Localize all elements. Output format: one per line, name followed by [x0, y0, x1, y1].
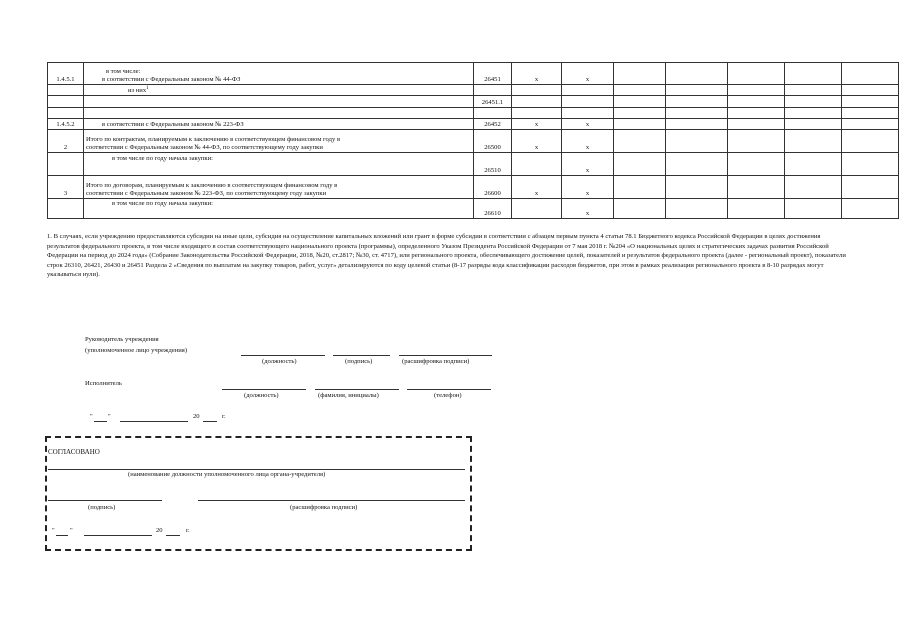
table-row — [48, 108, 899, 119]
empty-cell — [728, 153, 785, 176]
executor-fio-line[interactable] — [315, 389, 399, 390]
empty-cell — [666, 63, 728, 85]
empty-cell — [666, 85, 728, 96]
empty-cell — [785, 119, 842, 130]
approval-decode-line[interactable] — [198, 500, 465, 501]
row-label — [84, 96, 474, 108]
empty-cell — [842, 63, 899, 85]
head-sublabel: (уполномоченное лицо учреждения) — [85, 347, 188, 354]
cell-x: x — [512, 130, 562, 153]
official-caption: (наименование должности уполномоченного лица органа-учредителя) — [128, 471, 326, 478]
executor-position-caption: (должность) — [244, 392, 279, 399]
empty-cell — [666, 176, 728, 199]
empty-cell — [785, 108, 842, 119]
executor-phone-line[interactable] — [407, 389, 491, 390]
row-label-line: соответствии с Федеральным законом № 44-ФЗ, по соответствующему году закупки — [86, 144, 323, 152]
empty-cell — [614, 96, 666, 108]
row-code — [474, 85, 512, 96]
empty-cell — [785, 63, 842, 85]
data-table — [47, 62, 899, 219]
empty-cell — [666, 199, 728, 219]
row-label-line: в том числе: — [106, 68, 141, 75]
empty-cell — [614, 176, 666, 199]
footnote: 1. В случаях, если учреждению предоставляются субсидии на иные цели, субсидия на осуществление капитальных вложений или грант в форме субсидии в соответствии с абзацем первым пункта 4 статьи 78.1 Бюджетного кодекса Российской Федерации в целях достижения результатов федерального проекта, в том числе входящего в состав соответствующего национального проекта (программы), определенного Указом Президента Российской Федерации от 7 мая 2018 г. №204 «О национальных целях и стратегических задачах развития Российской Федерации на период до 2024 года» (Собрание Законодательства Российской Федерации, 2018, №20, ст.2817; №30, ст. 4717), или регионального проекта, обеспечивающего достижение целей, показателей и результатов федерального проекта (далее - региональный проект), показатели строк 26310, 26421, 26430 и 26451 Раздела 2 «Сведения по выплатам на закупку товаров, работ, услуг» детализируются по коду целевой статьи (8-17 разряды кода классификации расходов бюджетов, при этом в рамках реализации регионального проекта в 8-10 разрядах могут указываться нули). — [47, 233, 846, 278]
empty-cell — [785, 130, 842, 153]
approval-date-quote-close: " — [70, 527, 73, 534]
empty-cell — [728, 63, 785, 85]
empty-cell — [728, 199, 785, 219]
row-code: 26610 — [474, 199, 512, 219]
row-code: 26451 — [474, 63, 512, 85]
empty-cell — [728, 176, 785, 199]
row-label: в соответствии с Федеральным законом № 223-ФЗ — [84, 119, 474, 130]
row-code: 26451.1 — [474, 96, 512, 108]
table-row — [48, 130, 899, 153]
table-row — [48, 176, 899, 199]
empty-cell — [842, 176, 899, 199]
cell-x: x — [562, 199, 614, 219]
empty-cell — [842, 85, 899, 96]
empty-cell — [614, 108, 666, 119]
empty-cell — [842, 108, 899, 119]
footnote-ref: 1 — [146, 86, 149, 91]
cell-x: x — [512, 63, 562, 85]
empty-cell — [614, 199, 666, 219]
empty-cell — [666, 96, 728, 108]
approval-date-month-line[interactable] — [84, 535, 152, 536]
row-label-text: из них — [128, 87, 147, 95]
empty-cell — [728, 85, 785, 96]
row-label-line: Итого по контрактам, планируемым к заключению в соответствующем финансовом году в — [86, 136, 341, 144]
empty-cell — [562, 96, 614, 108]
position-line[interactable] — [241, 355, 325, 356]
empty-cell — [785, 199, 842, 219]
empty-cell — [728, 130, 785, 153]
approval-decode-caption: (расшифровка подписи) — [290, 504, 358, 511]
approval-signature-line[interactable] — [48, 500, 162, 501]
cell-x: x — [562, 119, 614, 130]
table-row — [48, 63, 899, 85]
executor-phone-caption: (телефон) — [434, 392, 462, 399]
table-row — [48, 96, 899, 108]
cell-x: x — [562, 130, 614, 153]
cell-x — [512, 199, 562, 219]
row-label — [84, 63, 474, 85]
empty-cell — [666, 130, 728, 153]
row-label-line: в соответствии с Федеральным законом № 44-ФЗ — [102, 76, 241, 83]
empty-cell — [728, 96, 785, 108]
empty-cell — [512, 85, 562, 96]
row-label — [84, 130, 474, 153]
empty-cell — [562, 85, 614, 96]
empty-cell — [842, 153, 899, 176]
empty-cell — [666, 153, 728, 176]
row-label — [84, 176, 474, 199]
empty-cell — [785, 85, 842, 96]
cell-x: x — [562, 63, 614, 85]
empty-cell — [614, 63, 666, 85]
approval-date-quote-open: " — [52, 527, 55, 534]
empty-cell — [785, 96, 842, 108]
approval-date-g: г. — [186, 527, 190, 534]
row-code: 26500 — [474, 130, 512, 153]
table-row — [48, 119, 899, 130]
executor-label: Исполнитель — [85, 380, 122, 387]
row-code — [474, 108, 512, 119]
empty-cell — [512, 96, 562, 108]
approval-signature-caption: (подпись) — [88, 504, 116, 511]
empty-cell — [666, 119, 728, 130]
empty-cell — [842, 119, 899, 130]
empty-cell — [785, 153, 842, 176]
decode-line[interactable] — [399, 355, 492, 356]
approval-box — [45, 436, 472, 551]
cell-x: x — [512, 119, 562, 130]
approval-date-day-line[interactable] — [56, 535, 68, 536]
row-label: в том числе по году начала закупки: — [84, 153, 474, 176]
position-caption: (должность) — [262, 358, 297, 365]
table-row — [48, 85, 899, 96]
row-number: 3 — [48, 176, 84, 199]
empty-cell — [512, 108, 562, 119]
cell-x: x — [512, 176, 562, 199]
empty-cell — [614, 85, 666, 96]
row-code: 26510 — [474, 153, 512, 176]
row-number — [48, 85, 84, 96]
table-row — [48, 153, 899, 176]
signature-line[interactable] — [333, 355, 390, 356]
row-code: 26600 — [474, 176, 512, 199]
empty-cell — [785, 176, 842, 199]
row-label-line: Итого по договорам, планируемым к заключению в соответствующем финансовом году в — [86, 182, 338, 190]
date-year-label: 20 — [193, 413, 200, 420]
empty-cell — [614, 130, 666, 153]
date-g-label: г. — [222, 413, 226, 420]
cell-x: x — [562, 153, 614, 176]
empty-cell — [562, 108, 614, 119]
empty-cell — [728, 119, 785, 130]
row-label — [84, 85, 474, 96]
row-code: 26452 — [474, 119, 512, 130]
decode-caption: (расшифровка подписи) — [402, 358, 470, 365]
executor-fio-caption: (фамилия, инициалы) — [318, 392, 379, 399]
date-quote-close: " — [108, 413, 111, 420]
empty-cell — [614, 119, 666, 130]
empty-cell — [728, 108, 785, 119]
empty-cell — [842, 130, 899, 153]
approval-date-year-line[interactable] — [166, 535, 180, 536]
empty-cell — [842, 96, 899, 108]
empty-cell — [666, 108, 728, 119]
row-number — [48, 153, 84, 176]
date-year-line[interactable] — [203, 421, 217, 422]
row-number: 1.4.5.2 — [48, 119, 84, 130]
row-number: 1.4.5.1 — [48, 63, 84, 85]
cell-x — [512, 153, 562, 176]
date-day-line[interactable] — [94, 421, 107, 422]
date-month-line[interactable] — [120, 421, 188, 422]
signature-caption: (подпись) — [345, 358, 373, 365]
row-number — [48, 96, 84, 108]
row-label-line: соответствии с Федеральным законом № 223-ФЗ, по соответствующему году закупки — [86, 190, 327, 198]
approval-date-year: 20 — [156, 527, 163, 534]
executor-position-line[interactable] — [222, 389, 306, 390]
row-number — [48, 199, 84, 219]
empty-cell — [842, 199, 899, 219]
row-number: 2 — [48, 130, 84, 153]
head-label: Руководитель учреждения — [85, 336, 159, 343]
empty-cell — [614, 153, 666, 176]
row-number — [48, 108, 84, 119]
cell-x: x — [562, 176, 614, 199]
date-quote-open: " — [90, 413, 93, 420]
row-label: в том числе по году начала закупки: — [84, 199, 474, 219]
official-line[interactable] — [48, 469, 465, 470]
approval-title: СОГЛАСОВАНО — [48, 448, 100, 456]
table-row — [48, 199, 899, 219]
row-label — [84, 108, 474, 119]
